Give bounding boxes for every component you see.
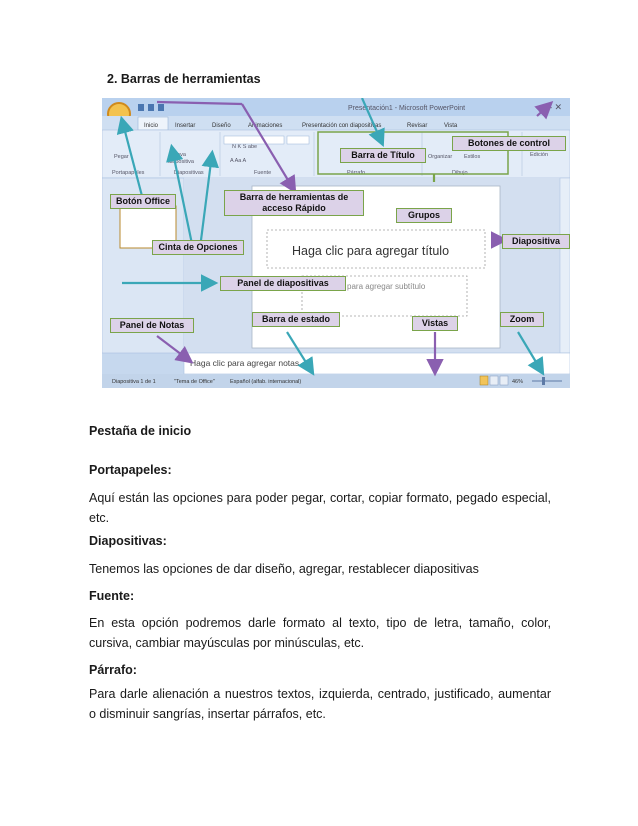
portapapeles-title: Portapapeles: — [89, 463, 172, 477]
title-bar — [102, 98, 570, 116]
fuente-body: En esta opción podremos darle formato al texto, tipo de letra, tamaño, color, cursiva, cambiar mayúsculas por minúsculas, etc. — [89, 616, 551, 650]
callout-grupos: Grupos — [396, 208, 452, 223]
slide-subtitle-placeholder: para agregar subtítulo — [347, 282, 426, 291]
callout-barra-estado: Barra de estado — [252, 312, 340, 327]
callout-panel-diapositivas: Panel de diapositivas — [220, 276, 346, 291]
svg-text:Vista: Vista — [444, 123, 458, 129]
callout-vistas: Vistas — [412, 316, 458, 331]
callout-diapositiva: Diapositiva — [502, 234, 570, 249]
svg-text:Animaciones: Animaciones — [248, 123, 283, 129]
svg-text:"Tema de Office": "Tema de Office" — [174, 379, 215, 385]
svg-text:– ✕: – ✕ — [547, 102, 563, 112]
svg-text:diapositiva: diapositiva — [168, 159, 194, 165]
svg-text:Edición: Edición — [530, 152, 549, 158]
parrafo-body: Para darle alienación a nuestros textos, izquierda, centrado, justificado, aumentar o disminuir sangrías, insertar párrafos, etc. — [89, 687, 551, 721]
svg-text:Dibujo: Dibujo — [452, 170, 468, 176]
svg-text:Diapositiva 1 de 1: Diapositiva 1 de 1 — [112, 379, 156, 385]
svg-text:Diapositivas: Diapositivas — [174, 170, 204, 176]
notes-placeholder: Haga clic para agregar notas — [190, 358, 300, 368]
callout-zoom: Zoom — [500, 312, 544, 327]
svg-text:Español (alfab. internacional): Español (alfab. internacional) — [230, 379, 302, 385]
svg-text:Párrafo: Párrafo — [347, 170, 366, 176]
svg-text:A Aa A: A Aa A — [230, 158, 247, 164]
svg-text:Diseño: Diseño — [212, 123, 231, 129]
slide-title-placeholder: Haga clic para agregar título — [292, 244, 450, 258]
section-heading: 2. Barras de herramientas — [107, 72, 261, 86]
svg-text:Presentación con diapositivas: Presentación con diapositivas — [302, 123, 382, 129]
callout-panel-notas: Panel de Notas — [110, 318, 194, 333]
svg-text:N K S abe: N K S abe — [232, 144, 258, 150]
svg-text:Nueva: Nueva — [170, 152, 186, 158]
parrafo-title: Párrafo: — [89, 663, 137, 677]
diapositivas-title: Diapositivas: — [89, 534, 167, 548]
svg-text:Fuente: Fuente — [254, 170, 272, 176]
svg-text:Insertar: Insertar — [175, 123, 196, 129]
svg-text:Pegar: Pegar — [114, 154, 129, 160]
portapapeles-body: Aquí están las opciones para poder pegar, cortar, copiar formato, pegado especial, etc. — [89, 491, 551, 525]
powerpoint-screenshot-figure — [102, 98, 570, 388]
svg-text:Inicio: Inicio — [144, 123, 159, 129]
svg-text:Estilos: Estilos — [464, 154, 481, 160]
callout-barra-titulo: Barra de Título — [340, 148, 426, 163]
callout-cinta-opciones: Cinta de Opciones — [152, 240, 244, 255]
callout-barra-acceso-rapido: Barra de herramientas de acceso Rápido — [224, 190, 364, 216]
svg-text:Revisar: Revisar — [407, 123, 428, 129]
window-title: Presentación1 - Microsoft PowerPoint — [348, 105, 466, 112]
diapositivas-body: Tenemos las opciones de dar diseño, agregar, restablecer diapositivas — [89, 562, 479, 576]
fuente-title: Fuente: — [89, 589, 135, 603]
callout-botones-control: Botones de control — [452, 136, 566, 151]
svg-text:Organizar: Organizar — [428, 154, 453, 160]
pestana-inicio-heading: Pestaña de inicio — [89, 424, 192, 438]
svg-text:Portapapeles: Portapapeles — [112, 170, 145, 176]
svg-text:46%: 46% — [512, 379, 524, 385]
callout-boton-office: Botón Office — [110, 194, 176, 209]
